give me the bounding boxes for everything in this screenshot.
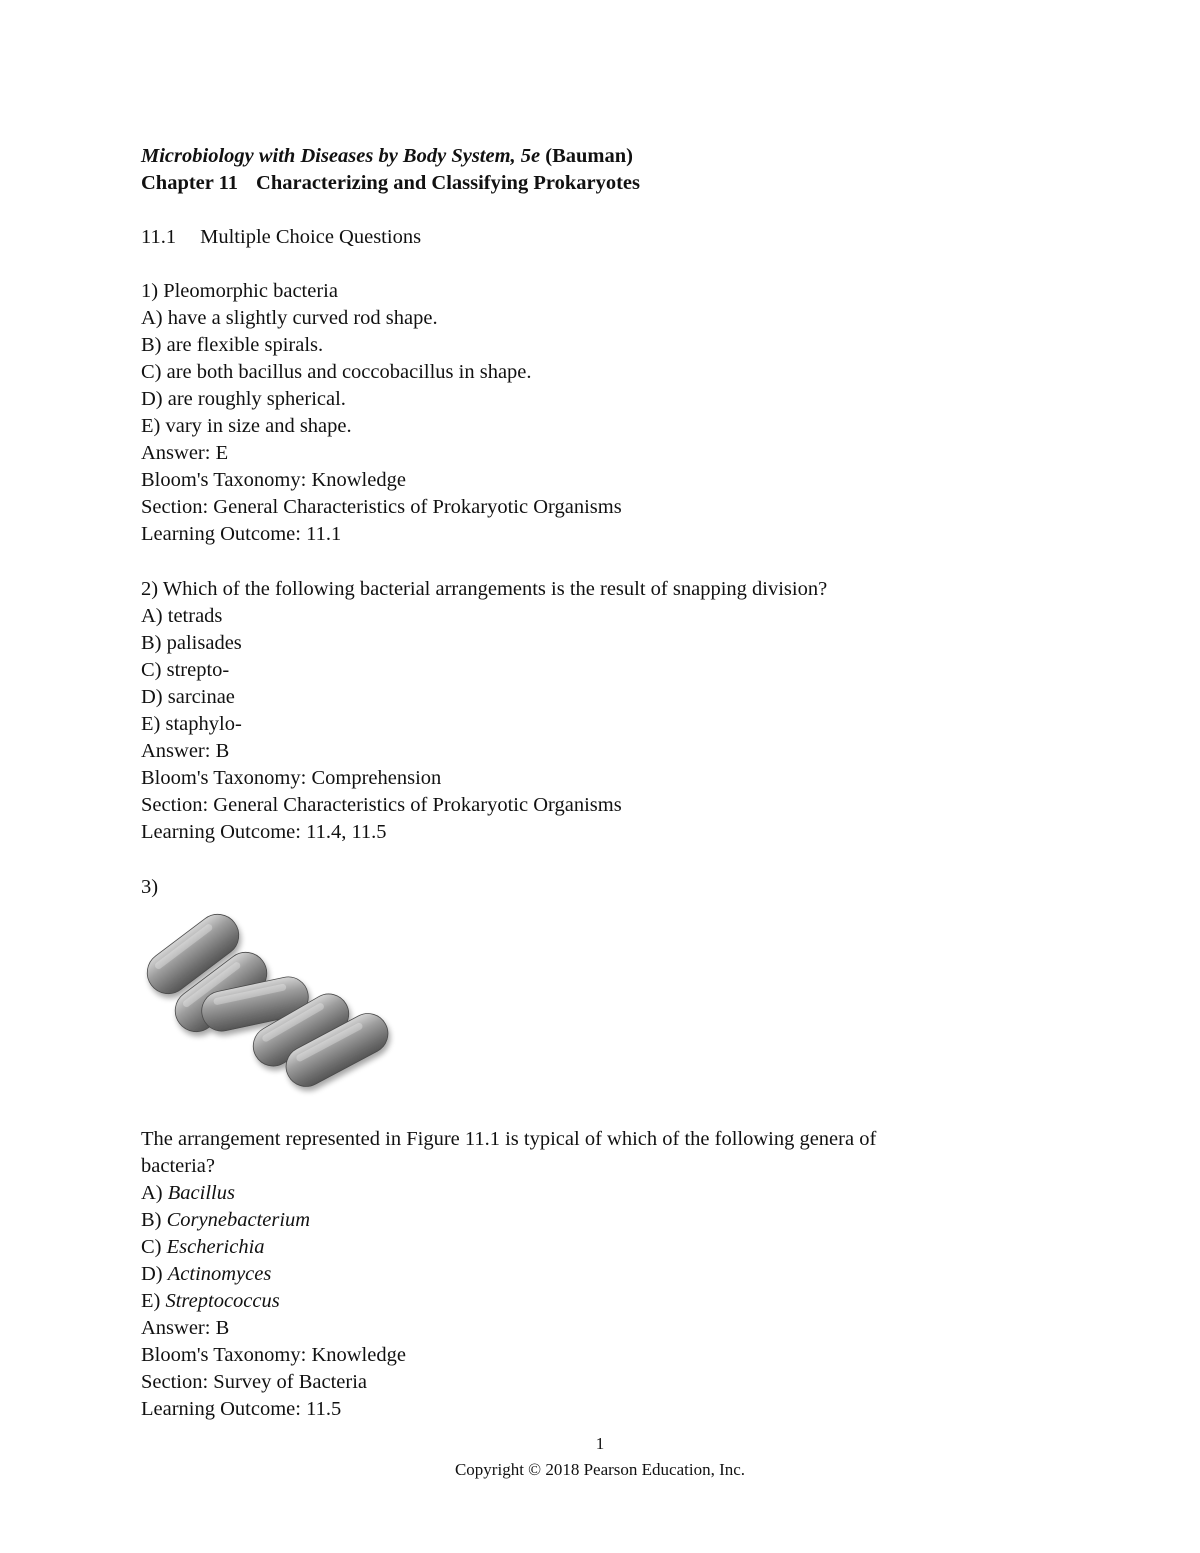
copyright: Copyright © 2018 Pearson Education, Inc. xyxy=(454,1460,746,1479)
option-text: Actinomyces xyxy=(167,1263,272,1285)
option-d: D) are roughly spherical. xyxy=(141,388,346,410)
section-heading xyxy=(141,224,1101,251)
blooms-taxonomy: Bloom's Taxonomy: Knowledge xyxy=(141,469,406,491)
option-e: E) vary in size and shape. xyxy=(141,415,352,437)
answer: Answer: B xyxy=(141,740,230,762)
question-stem: 2) Which of the following bacterial arrangements is the result of snapping division? xyxy=(141,578,828,600)
option-text: Streptococcus xyxy=(165,1290,280,1312)
option-b xyxy=(141,1207,1101,1234)
learning-outcome: Learning Outcome: 11.4, 11.5 xyxy=(141,821,387,843)
author: (Bauman) xyxy=(545,145,633,167)
chapter-label: Chapter 11 xyxy=(141,172,239,194)
option-e: E) staphylo- xyxy=(141,713,242,735)
option-a: A) tetrads xyxy=(141,605,223,627)
option-a: A) have a slightly curved rod shape. xyxy=(141,307,438,329)
option-text: Bacillus xyxy=(167,1182,235,1204)
section-number: 11.1 xyxy=(141,226,177,248)
option-c xyxy=(141,1234,1101,1261)
option-c: C) strepto- xyxy=(141,659,230,681)
option-letter: E) xyxy=(141,1290,161,1312)
section-title: Multiple Choice Questions xyxy=(200,226,422,248)
question-stem-line-1: The arrangement represented in Figure 11.1 is typical of which of the following genera of xyxy=(141,1128,877,1150)
learning-outcome: Learning Outcome: 11.5 xyxy=(141,1398,342,1420)
answer: Answer: B xyxy=(141,1317,230,1339)
bacteria-figure xyxy=(141,896,403,1098)
question-section: Section: General Characteristics of Prokaryotic Organisms xyxy=(141,794,622,816)
question-stem: 1) Pleomorphic bacteria xyxy=(141,280,338,302)
blooms-taxonomy: Bloom's Taxonomy: Knowledge xyxy=(141,1344,406,1366)
option-d xyxy=(141,1261,1101,1288)
option-e xyxy=(141,1288,1101,1315)
option-letter: A) xyxy=(141,1182,163,1204)
option-b: B) palisades xyxy=(141,632,242,654)
page-number: 1 xyxy=(595,1434,605,1453)
learning-outcome: Learning Outcome: 11.1 xyxy=(141,523,342,545)
option-letter: C) xyxy=(141,1236,162,1258)
question-section: Section: Survey of Bacteria xyxy=(141,1371,368,1393)
blooms-taxonomy: Bloom's Taxonomy: Comprehension xyxy=(141,767,442,789)
option-a xyxy=(141,1180,1101,1207)
document-header xyxy=(141,143,1101,197)
question-3 xyxy=(141,1126,1101,1423)
answer: Answer: E xyxy=(141,442,229,464)
chapter-title: Characterizing and Classifying Prokaryotes xyxy=(256,172,640,194)
question-2 xyxy=(141,576,1101,846)
option-text: Escherichia xyxy=(166,1236,265,1258)
option-d: D) sarcinae xyxy=(141,686,235,708)
option-c: C) are both bacillus and coccobacillus in shape. xyxy=(141,361,532,383)
question-section: Section: General Characteristics of Prokaryotic Organisms xyxy=(141,496,622,518)
book-title: Microbiology with Diseases by Body System, 5e xyxy=(141,145,541,167)
option-letter: B) xyxy=(141,1209,162,1231)
question-number: 3) xyxy=(141,876,159,898)
option-text: Corynebacterium xyxy=(166,1209,311,1231)
question-1 xyxy=(141,278,1101,548)
option-letter: D) xyxy=(141,1263,163,1285)
option-b: B) are flexible spirals. xyxy=(141,334,324,356)
question-stem-line-2: bacteria? xyxy=(141,1155,215,1177)
